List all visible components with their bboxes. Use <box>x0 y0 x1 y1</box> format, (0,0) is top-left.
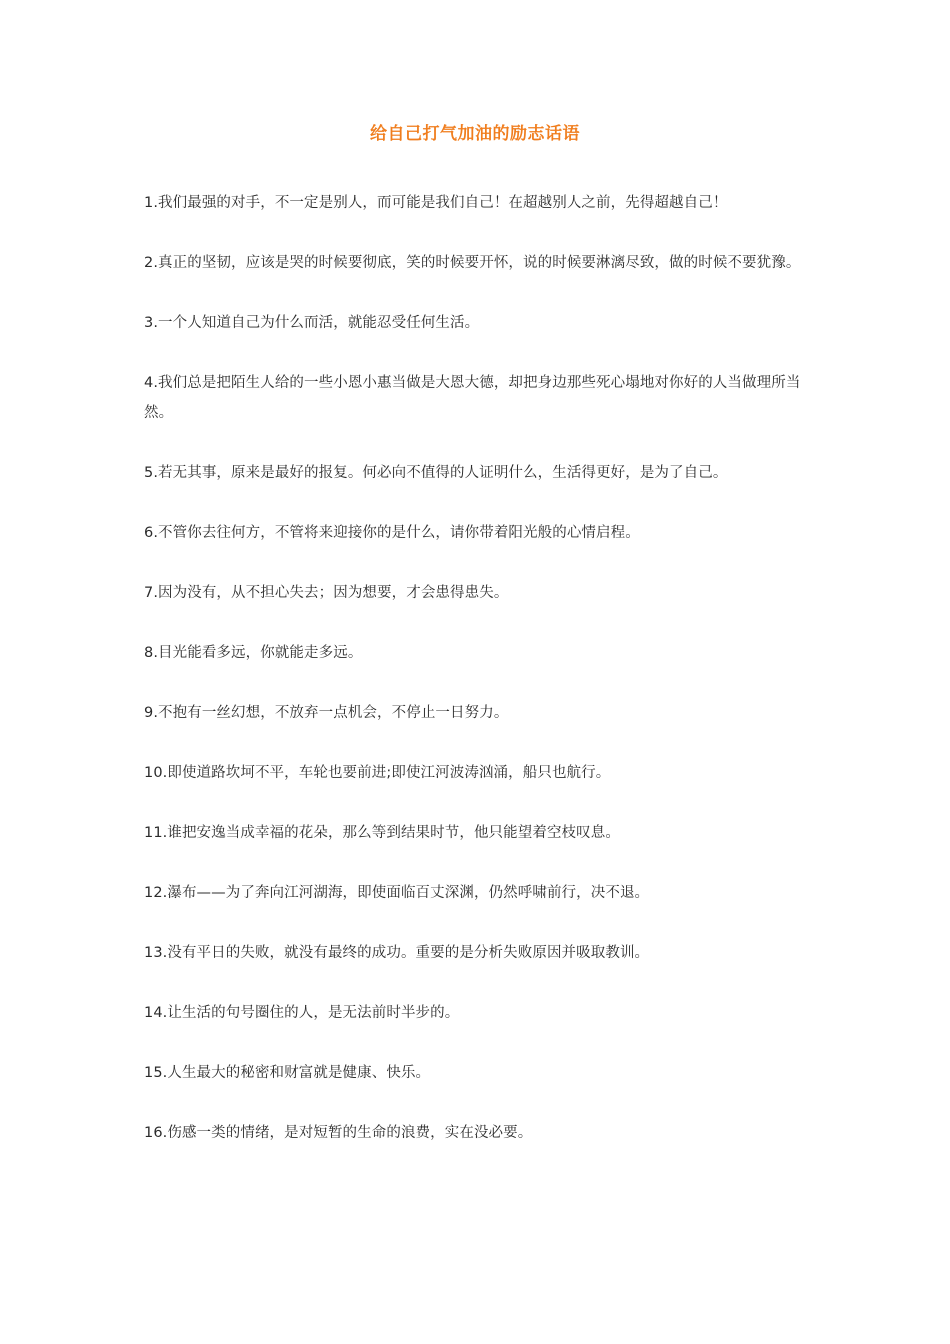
list-item: 4.我们总是把陌生人给的一些小恩小惠当做是大恩大德，却把身边那些死心塌地对你好的人当做理所当然。 <box>144 375 801 421</box>
list-item: 2.真正的坚韧，应该是哭的时候要彻底，笑的时候要开怀，说的时候要淋漓尽致，做的时候不要犹豫。 <box>144 255 801 271</box>
list-item: 12.瀑布——为了奔向江河湖海，即使面临百丈深渊，仍然呼啸前行，决不退。 <box>144 885 650 901</box>
list-item: 3.一个人知道自己为什么而活，就能忍受任何生活。 <box>144 315 480 331</box>
quote-list <box>144 188 810 1178</box>
list-item: 11.谁把安逸当成幸福的花朵，那么等到结果时节，他只能望着空枝叹息。 <box>144 825 620 841</box>
list-item: 1.我们最强的对手，不一定是别人，而可能是我们自己！在超越别人之前，先得超越自己！ <box>144 195 728 211</box>
list-item: 5.若无其事，原来是最好的报复。何必向不值得的人证明什么，生活得更好，是为了自己。 <box>144 465 728 481</box>
list-item: 7.因为没有，从不担心失去；因为想要，才会患得患失。 <box>144 585 509 601</box>
list-item: 15.人生最大的秘密和财富就是健康、快乐。 <box>144 1065 431 1081</box>
list-item: 6.不管你去往何方，不管将来迎接你的是什么，请你带着阳光般的心情启程。 <box>144 525 640 541</box>
list-item: 10.即使道路坎坷不平，车轮也要前进;即使江河波涛汹涌，船只也航行。 <box>144 765 611 781</box>
list-item: 13.没有平日的失败，就没有最终的成功。重要的是分析失败原因并吸取教训。 <box>144 945 650 961</box>
list-item: 9.不抱有一丝幻想，不放弃一点机会，不停止一日努力。 <box>144 705 509 721</box>
list-item: 16.伤感一类的情绪，是对短暂的生命的浪费，实在没必要。 <box>144 1125 533 1141</box>
list-item: 8.目光能看多远，你就能走多远。 <box>144 645 363 661</box>
list-item: 14.让生活的句号圈住的人，是无法前时半步的。 <box>144 1005 460 1021</box>
page-title: 给自己打气加油的励志话语 <box>370 124 580 144</box>
